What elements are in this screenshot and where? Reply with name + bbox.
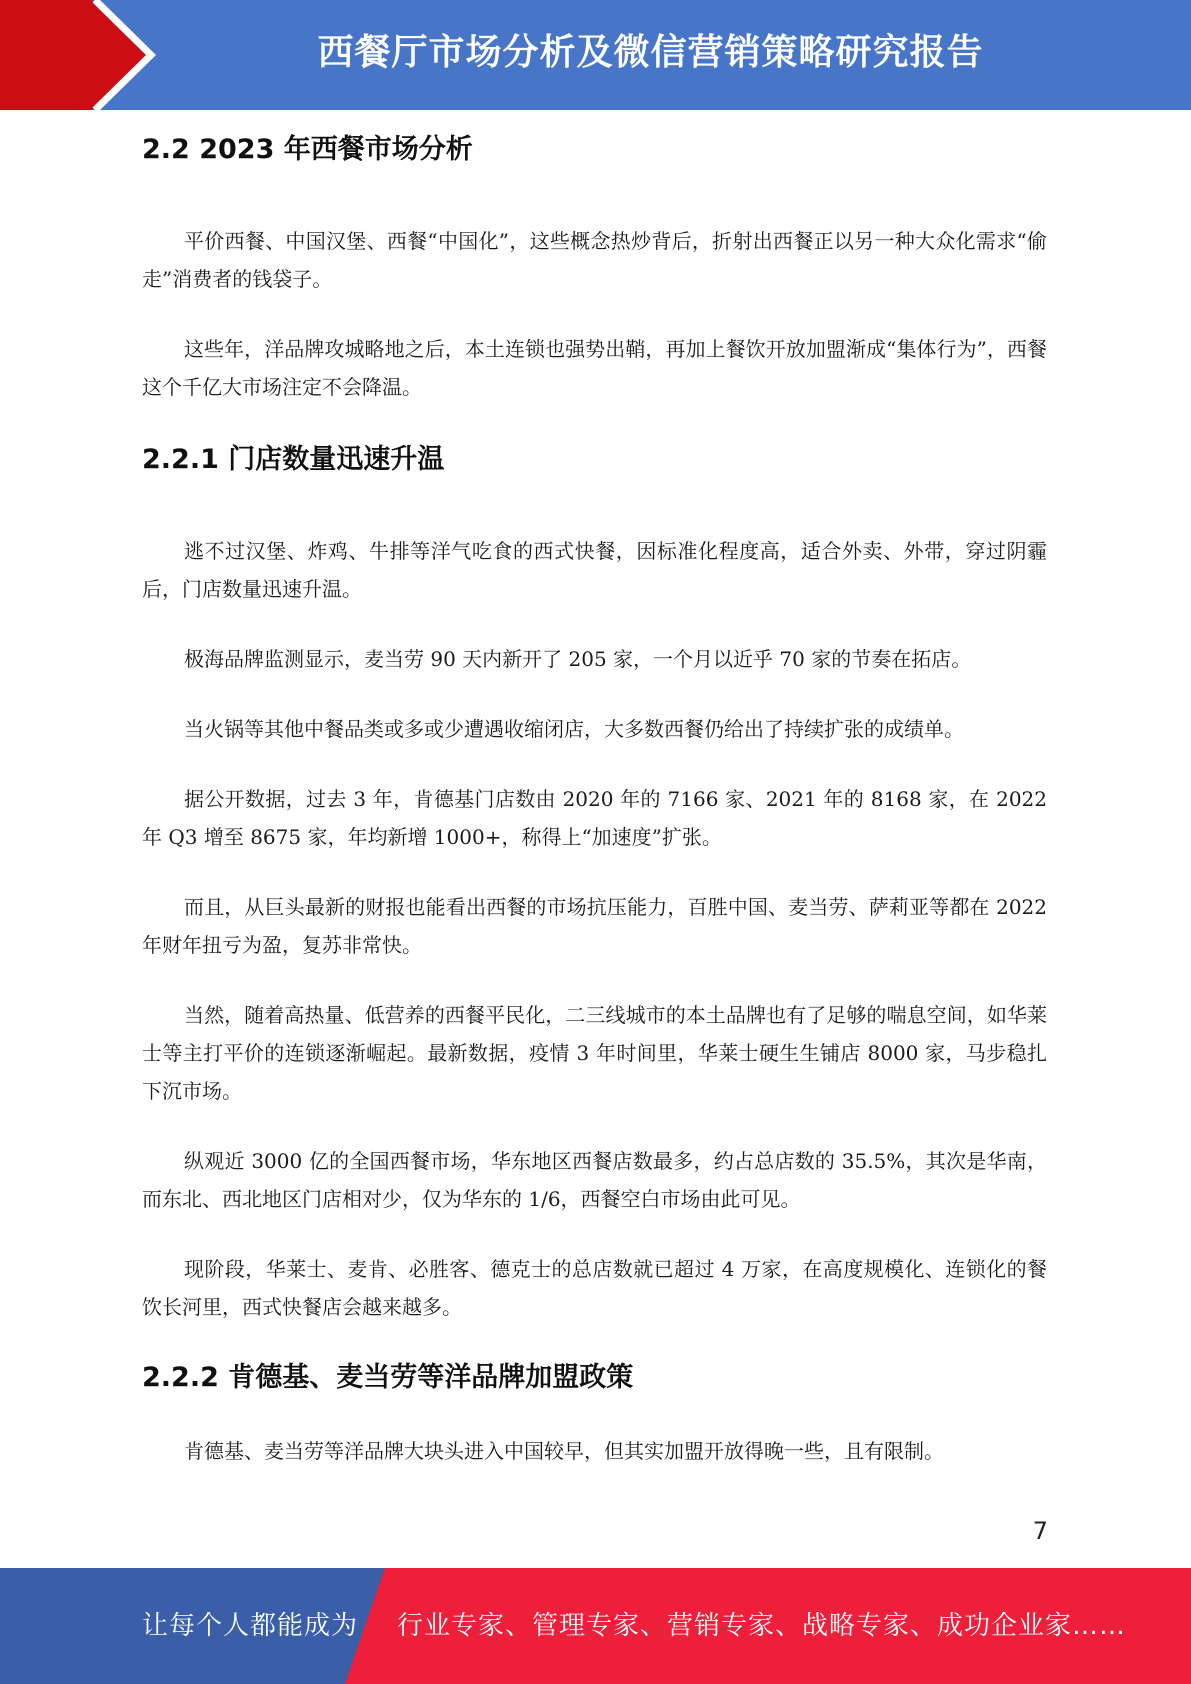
footer-slogan-right: 行业专家、管理专家、营销专家、战略专家、成功企业家…… <box>397 1611 1127 1641</box>
paragraph: 平价西餐、中国汉堡、西餐“中国化”，这些概念热炒背后，折射出西餐正以另一种大众化需求“偷走”消费者的钱袋子。 <box>142 229 1047 291</box>
paragraph: 而且，从巨头最新的财报也能看出西餐的市场抗压能力，百胜中国、麦当劳、萨莉亚等都在 2022 年财年扭亏为盈，复苏非常快。 <box>142 895 1047 957</box>
page-header <box>0 0 1191 110</box>
paragraph: 逃不过汉堡、炸鸡、牛排等洋气吃食的西式快餐，因标准化程度高，适合外卖、外带，穿过阴霾后，门店数量迅速升温。 <box>142 539 1047 601</box>
paragraph: 现阶段，华莱士、麦肯、必胜客、德克士的总店数就已超过 4 万家，在高度规模化、连锁化的餐饮长河里，西式快餐店会越来越多。 <box>142 1257 1047 1319</box>
paragraph: 当然，随着高热量、低营养的西餐平民化，二三线城市的本土品牌也有了足够的喘息空间，如华莱士等主打平价的连锁逐渐崛起。最新数据，疫情 3 年时间里，华莱士硬生生铺店 8000 家，马步稳扎下沉市场。 <box>142 1003 1047 1103</box>
document-body <box>142 130 1047 1470</box>
paragraph: 纵观近 3000 亿的全国西餐市场，华东地区西餐店数最多，约占总店数的 35.5%，其次是华南，而东北、西北地区门店相对少，仅为华东的 1/6，西餐空白市场由此可见。 <box>142 1149 1047 1211</box>
section-heading-2-2-1: 2.2.1 门店数量迅速升温 <box>142 444 445 475</box>
paragraph: 当火锅等其他中餐品类或多或少遭遇收缩闭店，大多数西餐仍给出了持续扩张的成绩单。 <box>184 717 964 741</box>
page-number: 7 <box>1032 1517 1048 1545</box>
page-footer <box>0 1568 1191 1684</box>
footer-slogan-left: 让每个人都能成为 <box>142 1611 359 1641</box>
section-heading-2-2: 2.2 2023 年西餐市场分析 <box>142 134 473 165</box>
paragraph: 据公开数据，过去 3 年，肯德基门店数由 2020 年的 7166 家、2021 年的 8168 家，在 2022 年 Q3 增至 8675 家，年均新增 1000+，称得上“加速度”扩张。 <box>142 787 1047 849</box>
paragraph: 这些年，洋品牌攻城略地之后，本土连锁也强势出鞘，再加上餐饮开放加盟渐成“集体行为”，西餐这个千亿大市场注定不会降温。 <box>142 337 1047 399</box>
section-heading-2-2-2: 2.2.2 肯德基、麦当劳等洋品牌加盟政策 <box>142 1362 634 1393</box>
paragraph: 肯德基、麦当劳等洋品牌大块头进入中国较早，但其实加盟开放得晚一些，且有限制。 <box>184 1439 944 1463</box>
paragraph: 极海品牌监测显示，麦当劳 90 天内新开了 205 家，一个月以近乎 70 家的节奏在拓店。 <box>184 647 972 671</box>
report-title: 西餐厅市场分析及微信营销策略研究报告 <box>317 32 984 73</box>
